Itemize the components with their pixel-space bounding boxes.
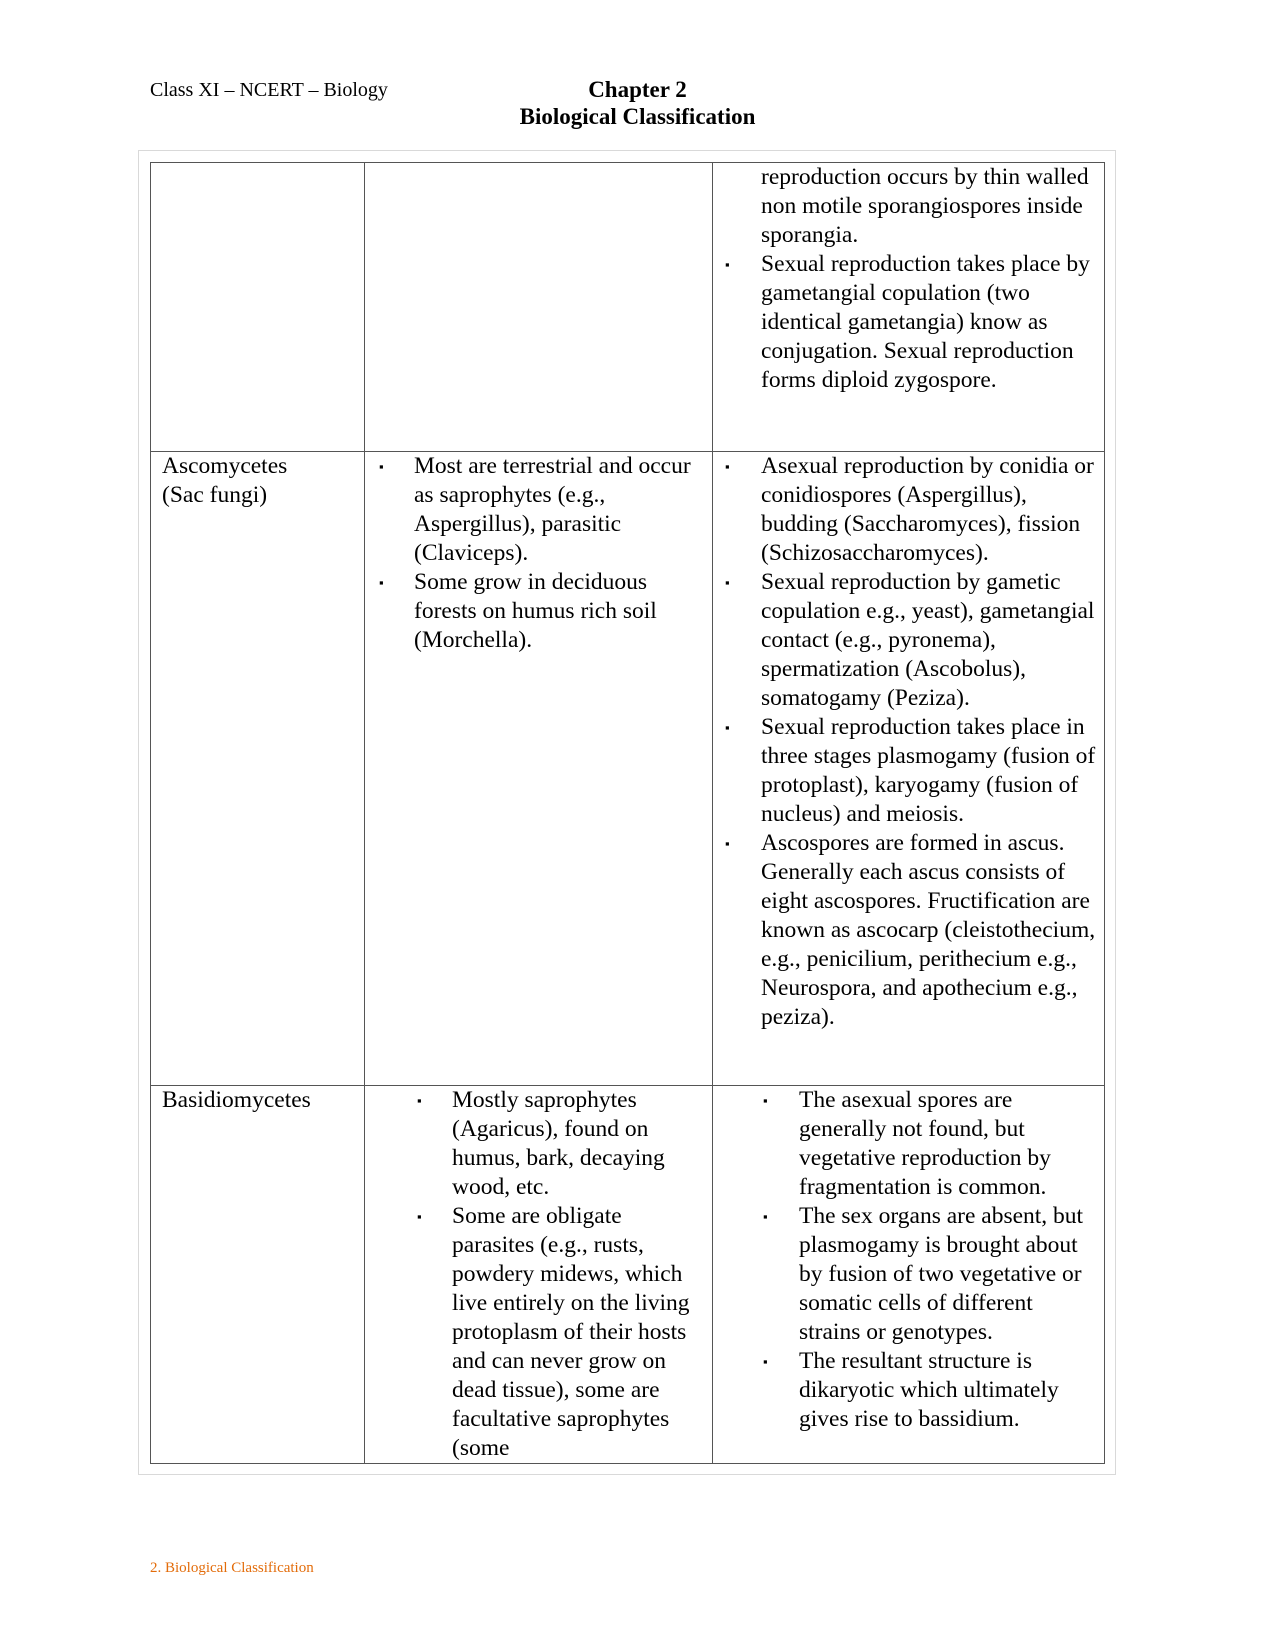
bullet-icon: ▪ [379, 459, 384, 474]
bullet-icon: ▪ [417, 1209, 422, 1224]
reproduction-cell [713, 1086, 1105, 1464]
bullet-icon: ▪ [725, 836, 730, 851]
chapter-number: Chapter 2 [588, 77, 687, 102]
bullet-list [713, 250, 1104, 395]
classification-table [150, 162, 1105, 1464]
list-item: ▪ Asexual reproduction by conidia or conidiospores (Aspergillus), budding (Saccharomyces), fission (Schizosaccharomyces). [725, 453, 1094, 566]
group-name: Basidiomycetes [162, 1087, 311, 1113]
bullet-icon: ▪ [417, 1093, 422, 1108]
list-item: ▪ Some are obligate parasites (e.g., rusts, powdery midews, which live entirely on the living protoplasm of their hosts and can never grow on dead tissue), some are facultative saprophytes (some [417, 1203, 690, 1461]
group-name: Ascomycetes [162, 453, 288, 479]
group-name-cell [151, 452, 365, 1086]
bullet-list [713, 1086, 1104, 1434]
table-cell-empty [151, 163, 365, 452]
bullet-icon: ▪ [725, 257, 730, 272]
table-row [151, 163, 1105, 452]
table-row [151, 1086, 1105, 1464]
list-item: ▪ Mostly saprophytes (Agaricus), found on humus, bark, decaying wood, etc. [417, 1087, 665, 1200]
list-item: ▪ Sexual reproduction takes place by gametangial copulation (two identical gametangia) know as conjugation. Sexual reproduction forms diploid zygospore. [725, 251, 1090, 393]
continued-text: reproduction occurs by thin walled non motile sporangiospores inside sporangia. [761, 164, 1089, 248]
habitat-cell [365, 1086, 713, 1464]
list-item: ▪ Sexual reproduction takes place in three stages plasmogamy (fusion of protoplast), karyogamy (fusion of nucleus) and meiosis. [725, 714, 1096, 827]
habitat-cell [365, 452, 713, 1086]
page-footer: 2. Biological Classification [150, 1560, 314, 1576]
chapter-title: Biological Classification [519, 104, 756, 129]
reproduction-cell [713, 163, 1105, 452]
list-item: ▪ Most are terrestrial and occur as saprophytes (e.g., Aspergillus), parasitic (Claviceps). [379, 453, 691, 566]
bullet-icon: ▪ [379, 575, 384, 590]
bullet-icon: ▪ [763, 1354, 768, 1369]
bullet-list [365, 1086, 712, 1463]
list-item: ▪ Ascospores are formed in ascus. Generally each ascus consists of eight ascospores. Fructification are known as ascocarp (cleistothecium, e.g., penicilium, perithecium e.g., Neurospora, and apothecium e.g., peziza). [725, 830, 1096, 1030]
bullet-icon: ▪ [725, 575, 730, 590]
list-item: ▪ Sexual reproduction by gametic copulation e.g., yeast), gametangial contact (e.g., pyronema), spermatization (Ascobolus), somatogamy (Peziza). [725, 569, 1095, 711]
list-item: ▪ The resultant structure is dikaryotic which ultimately gives rise to bassidium. [763, 1348, 1059, 1432]
bullet-icon: ▪ [725, 720, 730, 735]
table-cell-empty [365, 163, 713, 452]
header-course-label: Class XI – NCERT – Biology [150, 79, 388, 101]
page-title [0, 76, 1275, 130]
bullet-list [713, 452, 1104, 1032]
list-item: ▪ The sex organs are absent, but plasmogamy is brought about by fusion of two vegetative or somatic cells of different strains or genotypes. [763, 1203, 1084, 1345]
bullet-icon: ▪ [725, 459, 730, 474]
reproduction-cell [713, 452, 1105, 1086]
list-item: ▪ The asexual spores are generally not found, but vegetative reproduction by fragmentation is common. [763, 1087, 1051, 1200]
bullet-icon: ▪ [763, 1093, 768, 1108]
group-common-name: (Sac fungi) [162, 482, 268, 508]
bullet-list [365, 452, 712, 655]
list-item: ▪ Some grow in deciduous forests on humus rich soil (Morchella). [379, 569, 657, 653]
bullet-icon: ▪ [763, 1209, 768, 1224]
table-row [151, 452, 1105, 1086]
group-name-cell [151, 1086, 365, 1464]
